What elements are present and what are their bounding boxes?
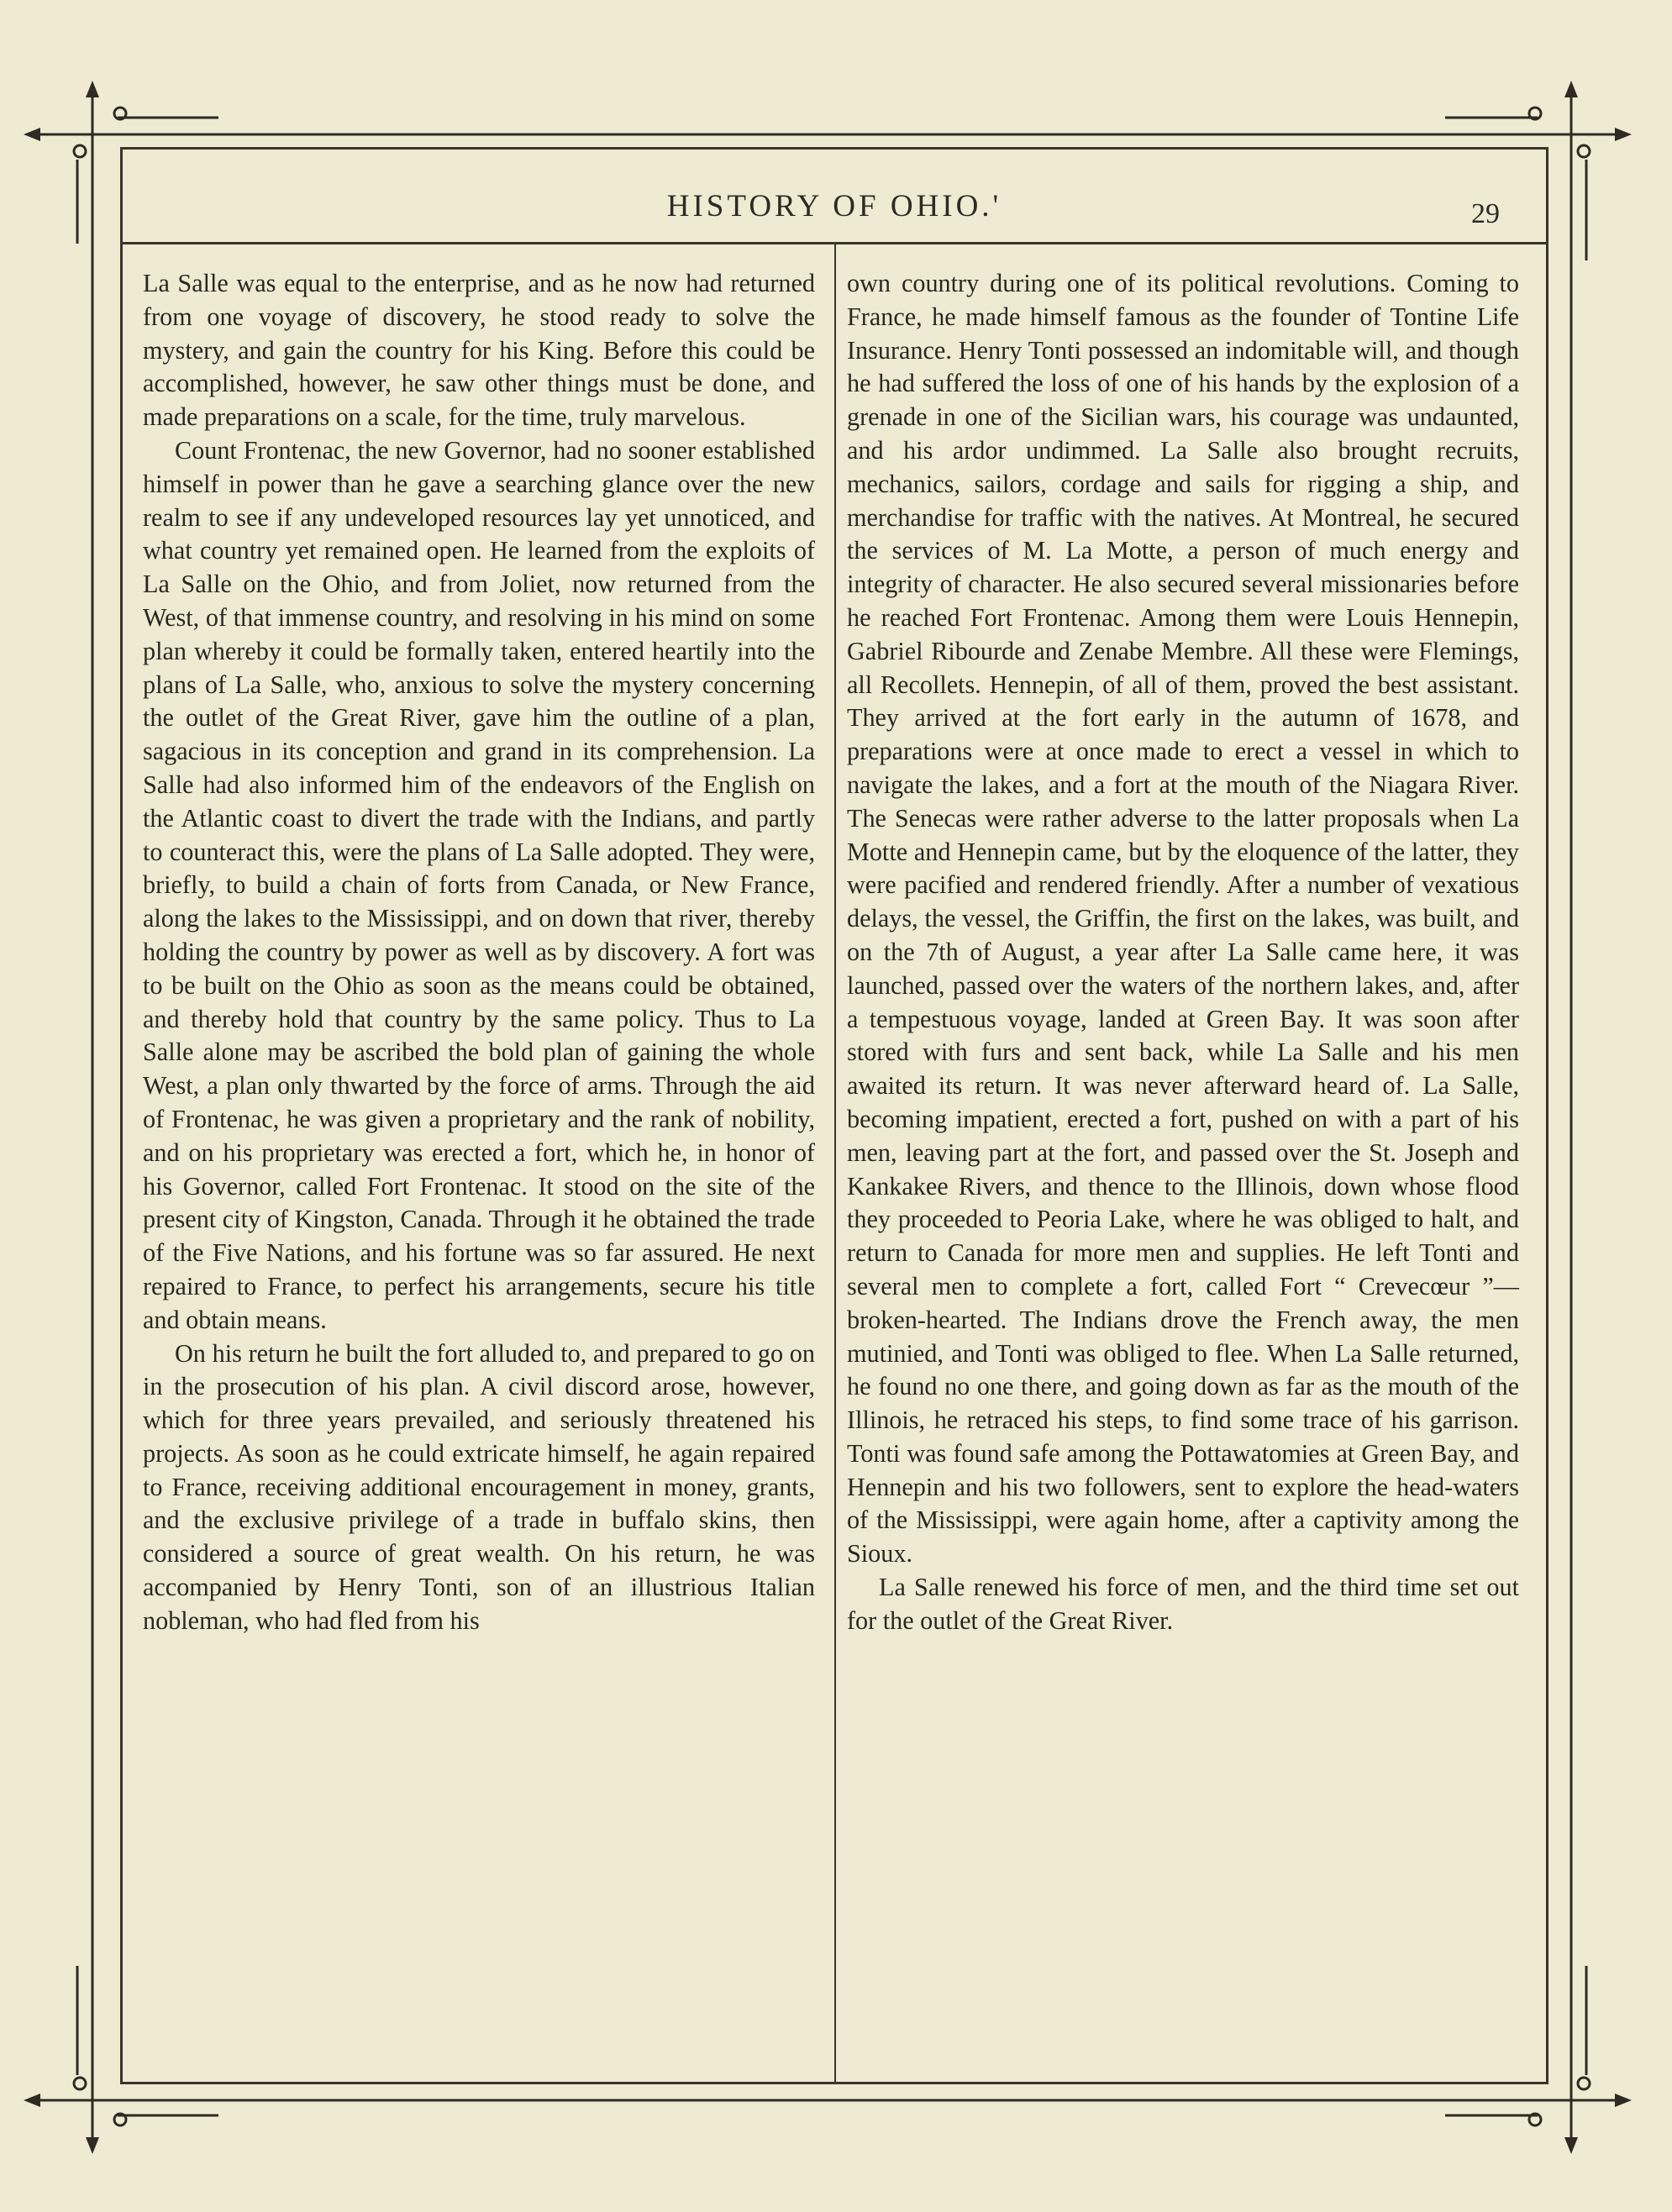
paragraph: own country during one of its political revolutions. Coming to France, he made himself famous as the founder of Tontine Life Insurance. Henry Tonti possessed an indomitable will, and though he had suffered the loss of one of his hands by the explosion of a grenade in one of the Sicilian wars, his courage was undaunted, and his ardor undimmed. La Salle also brought recruits, mechanics, sailors, cordage and sails for rigging a ship, and merchandise for traffic with the natives. At Montreal, he secured the services of M. La Motte, a person of much energy and integrity of character. He also secured several missionaries before he reached Fort Frontenac. Among them were Louis Hennepin, Gabriel Ribourde and Zenabe Membre. All these were Flemings, all Recollets. Hennepin, of all of them, proved the best assistant. They arrived at the fort early in the autumn of 1678, and preparations were at once made to erect a vessel in which to navigate the lakes, and a fort at the mouth of the Niagara River. The Senecas were rather adverse to the latter proposals when La Motte and Hennepin came, but by the eloquence of the latter, they were pacified and rendered friendly. After a number of vexatious delays, the vessel, the Griffin, the first on the lakes, was built, and on the 7th of August, a year after La Salle came here, it was launched, passed over the waters of the northern lakes, and, after a tempestuous voyage, landed at Green Bay. It was soon after stored with furs and sent back, while La Salle and his men awaited its return. It was never afterward heard of. La Salle, becoming impatient, erected a fort, pushed on with a part of his men, leaving part at the fort, and passed over the St. Joseph and Kankakee Rivers, and thence to the Illinois, down whose flood they proceeded to Peoria Lake, where he was obliged to halt, and return to Canada for more men and supplies. He left Tonti and several men to complete a fort, called Fort “ Crevecœur ”—broken-hearted. The Indians drove the French away, the men mutinied, and Tonti was obliged to flee. When La Salle returned, he found no one there, and going down as far as the mouth of the Illinois, he retraced his steps, to find some trace of his garrison. Tonti was found safe among the Pottawatomies at Green Bay, and Hennepin and his two followers, sent to explore the head-waters of the Mississippi, were again home, after a captivity among the Sioux. — [847, 269, 1519, 1568]
paragraph: Count Frontenac, the new Governor, had no sooner established himself in power than he gave a searching glance over the new realm to see if any undeveloped resources lay yet unnoticed, and what country yet remained open. He learned from the exploits of La Salle on the Ohio, and from Joliet, now returned from the West, of that immense country, and resolving in his mind on some plan whereby it could be formally taken, entered heartily into the plans of La Salle, who, anxious to solve the mystery concerning the outlet of the Great River, gave him the outline of a plan, sagacious in its conception and grand in its comprehension. La Salle had also informed him of the endeavors of the English on the Atlantic coast to divert the trade with the Indians, and partly to counteract this, were the plans of La Salle adopted. They were, briefly, to build a chain of forts from Canada, or New France, along the lakes to the Mississippi, and on down that river, thereby holding the country by power as well as by discovery. A fort was to be built on the Ohio as soon as the means could be obtained, and thereby hold that country by the same policy. Thus to La Salle alone may be ascribed the bold plan of gaining the whole West, a plan only thwarted by the force of arms. Through the aid of Frontenac, he was given a proprietary and the rank of nobility, and on his proprietary was erected a fort, which he, in honor of his Governor, called Fort Frontenac. It stood on the site of the present city of Kingston, Canada. Through it he obtained the trade of the Five Nations, and his fortune was so far assured. He next repaired to France, to perfect his arrangements, secure his title and obtain means. — [143, 435, 815, 1334]
right-column — [847, 267, 1519, 1638]
running-header — [120, 183, 1548, 242]
column-divider — [834, 242, 836, 2084]
paragraph: On his return he built the fort alluded to, and prepared to go on in the prosecution of his plan. A civil discord arose, however, which for three years prevailed, and seriously threatened his projects. As soon as he could extricate himself, he again repaired to France, receiving additional encouragement in money, grants, and the exclusive privilege of a trade in buffalo skins, then considered a source of great wealth. On his return, he was accompanied by Henry Tonti, son of an illustrious Italian nobleman, who had fled from his — [143, 1338, 815, 1635]
paragraph: La Salle renewed his force of men, and the third time set out for the outlet of the Great River. — [847, 1573, 1519, 1635]
page-number: 29 — [1471, 198, 1500, 229]
paragraph: La Salle was equal to the enterprise, and as he now had returned from one voyage of discovery, he stood ready to solve the mystery, and gain the country for his King. Before this could be accomplished, however, he saw other things must be done, and made preparations on a scale, for the time, truly marvelous. — [143, 269, 815, 432]
running-title: HISTORY OF OHIO.' — [666, 189, 1002, 223]
left-column — [143, 267, 815, 1638]
